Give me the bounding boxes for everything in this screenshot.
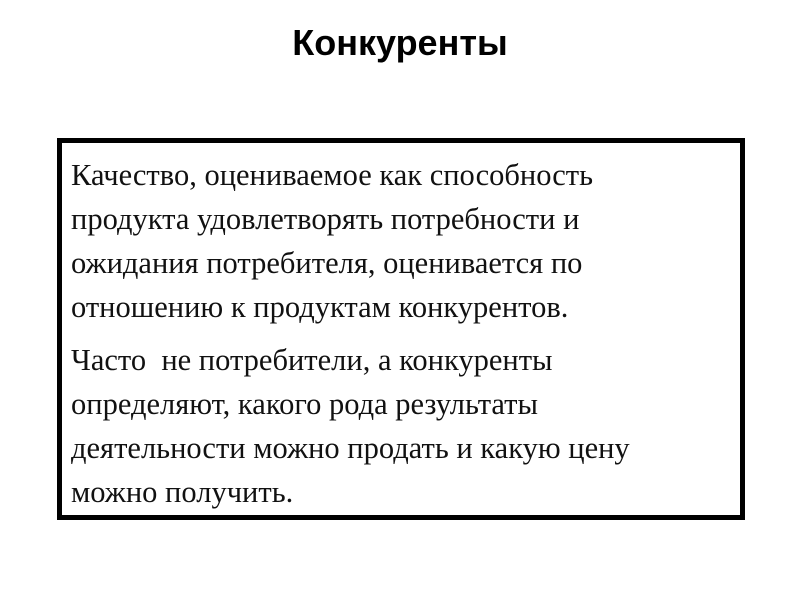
content-box bbox=[57, 138, 745, 520]
paragraph-line: Часто не потребители, а конкуренты bbox=[71, 343, 553, 377]
paragraph-quality bbox=[71, 153, 730, 329]
paragraph-line: продукта удовлетворять потребности и bbox=[71, 202, 580, 236]
paragraph-line: определяют, какого рода результаты bbox=[71, 387, 538, 421]
paragraph-competitors bbox=[71, 338, 730, 514]
paragraph-line: отношению к продуктам конкурентов. bbox=[71, 290, 569, 324]
paragraph-line: Качество, оцениваемое как способность bbox=[71, 158, 593, 192]
paragraph-line: деятельности можно продать и какую цену bbox=[71, 431, 630, 465]
paragraph-line: ожидания потребителя, оценивается по bbox=[71, 246, 583, 280]
slide-title: Конкуренты bbox=[292, 22, 508, 63]
paragraph-line: можно получить. bbox=[71, 475, 294, 509]
